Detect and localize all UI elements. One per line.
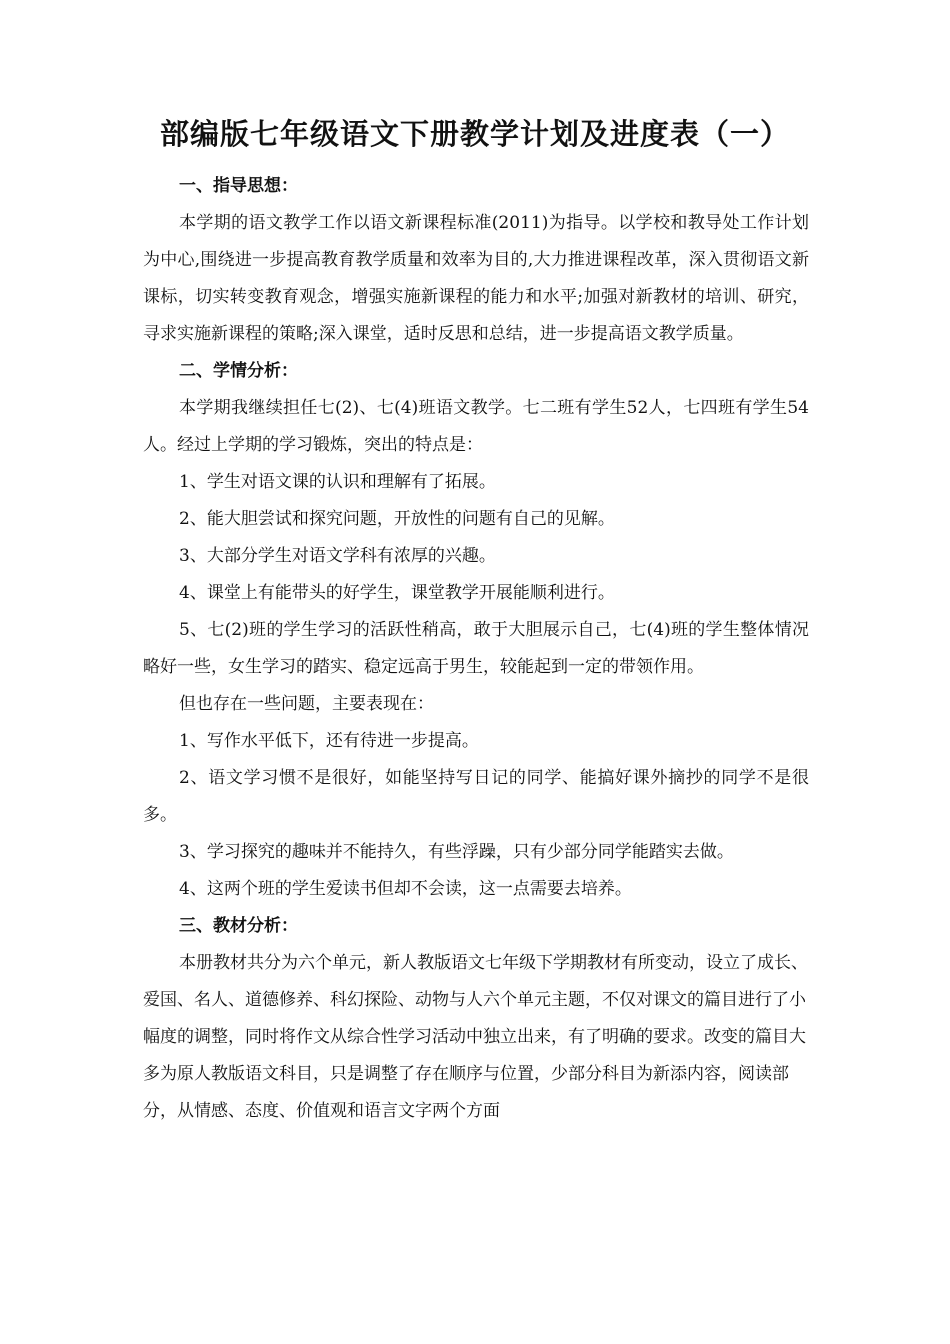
list-item: 2、能大胆尝试和探究问题，开放性的问题有自己的见解。 [179, 509, 615, 529]
list-item: 3、大部分学生对语文学科有浓厚的兴趣。 [179, 546, 496, 566]
list-item: 5、七(2)班的学生学习的活跃性稍高，敢于大胆展示自己，七(4)班的学生整体情况略好一些，女生学习的踏实、稳定远高于男生，较能起到一定的带领作用。 [143, 620, 809, 677]
paragraph: 本学期我继续担任七(2)、七(4)班语文教学。七二班有学生52人，七四班有学生54人。经过上学期的学习锻炼，突出的特点是： [143, 398, 809, 455]
list-item: 4、课堂上有能带头的好学生，课堂教学开展能顺利进行。 [179, 583, 615, 603]
list-item: 1、写作水平低下，还有待进一步提高。 [179, 731, 479, 751]
list-item: 3、学习探究的趣味并不能持久，有些浮躁，只有少部分同学能踏实去做。 [179, 842, 734, 862]
document-body [143, 168, 809, 1130]
page-title: 部编版七年级语文下册教学计划及进度表（一） [159, 117, 790, 151]
section-heading: 三、教材分析： [179, 916, 298, 936]
list-item: 2、语文学习惯不是很好，如能坚持写日记的同学、能搞好课外摘抄的同学不是很多。 [143, 768, 809, 825]
paragraph: 但也存在一些问题，主要表现在： [179, 694, 434, 714]
section-heading: 二、学情分析： [179, 361, 298, 381]
list-item: 1、学生对语文课的认识和理解有了拓展。 [179, 472, 496, 492]
paragraph: 本学期的语文教学工作以语文新课程标准(2011)为指导。以学校和教导处工作计划为中心,围绕进一步提高教育教学质量和效率为目的,大力推进课程改革，深入贯彻语文新课标，切实转变教育观念，增强实施新课程的能力和水平;加强对新教材的培训、研究，寻求实施新课程的策略;深入课堂，适时反思和总结，进一步提高语文教学质量。 [143, 213, 809, 344]
list-item: 4、这两个班的学生爱读书但却不会读，这一点需要去培养。 [179, 879, 632, 899]
section-heading: 一、指导思想： [179, 176, 298, 196]
paragraph: 本册教材共分为六个单元，新人教版语文七年级下学期教材有所变动，设立了成长、爱国、名人、道德修养、科幻探险、动物与人六个单元主题，不仅对课文的篇目进行了小幅度的调整，同时将作文从综合性学习活动中独立出来，有了明确的要求。改变的篇目大多为原人教版语文科目，只是调整了存在顺序与位置，少部分科目为新添内容，阅读部分，从情感、态度、价值观和语言文字两个方面 [143, 953, 808, 1121]
